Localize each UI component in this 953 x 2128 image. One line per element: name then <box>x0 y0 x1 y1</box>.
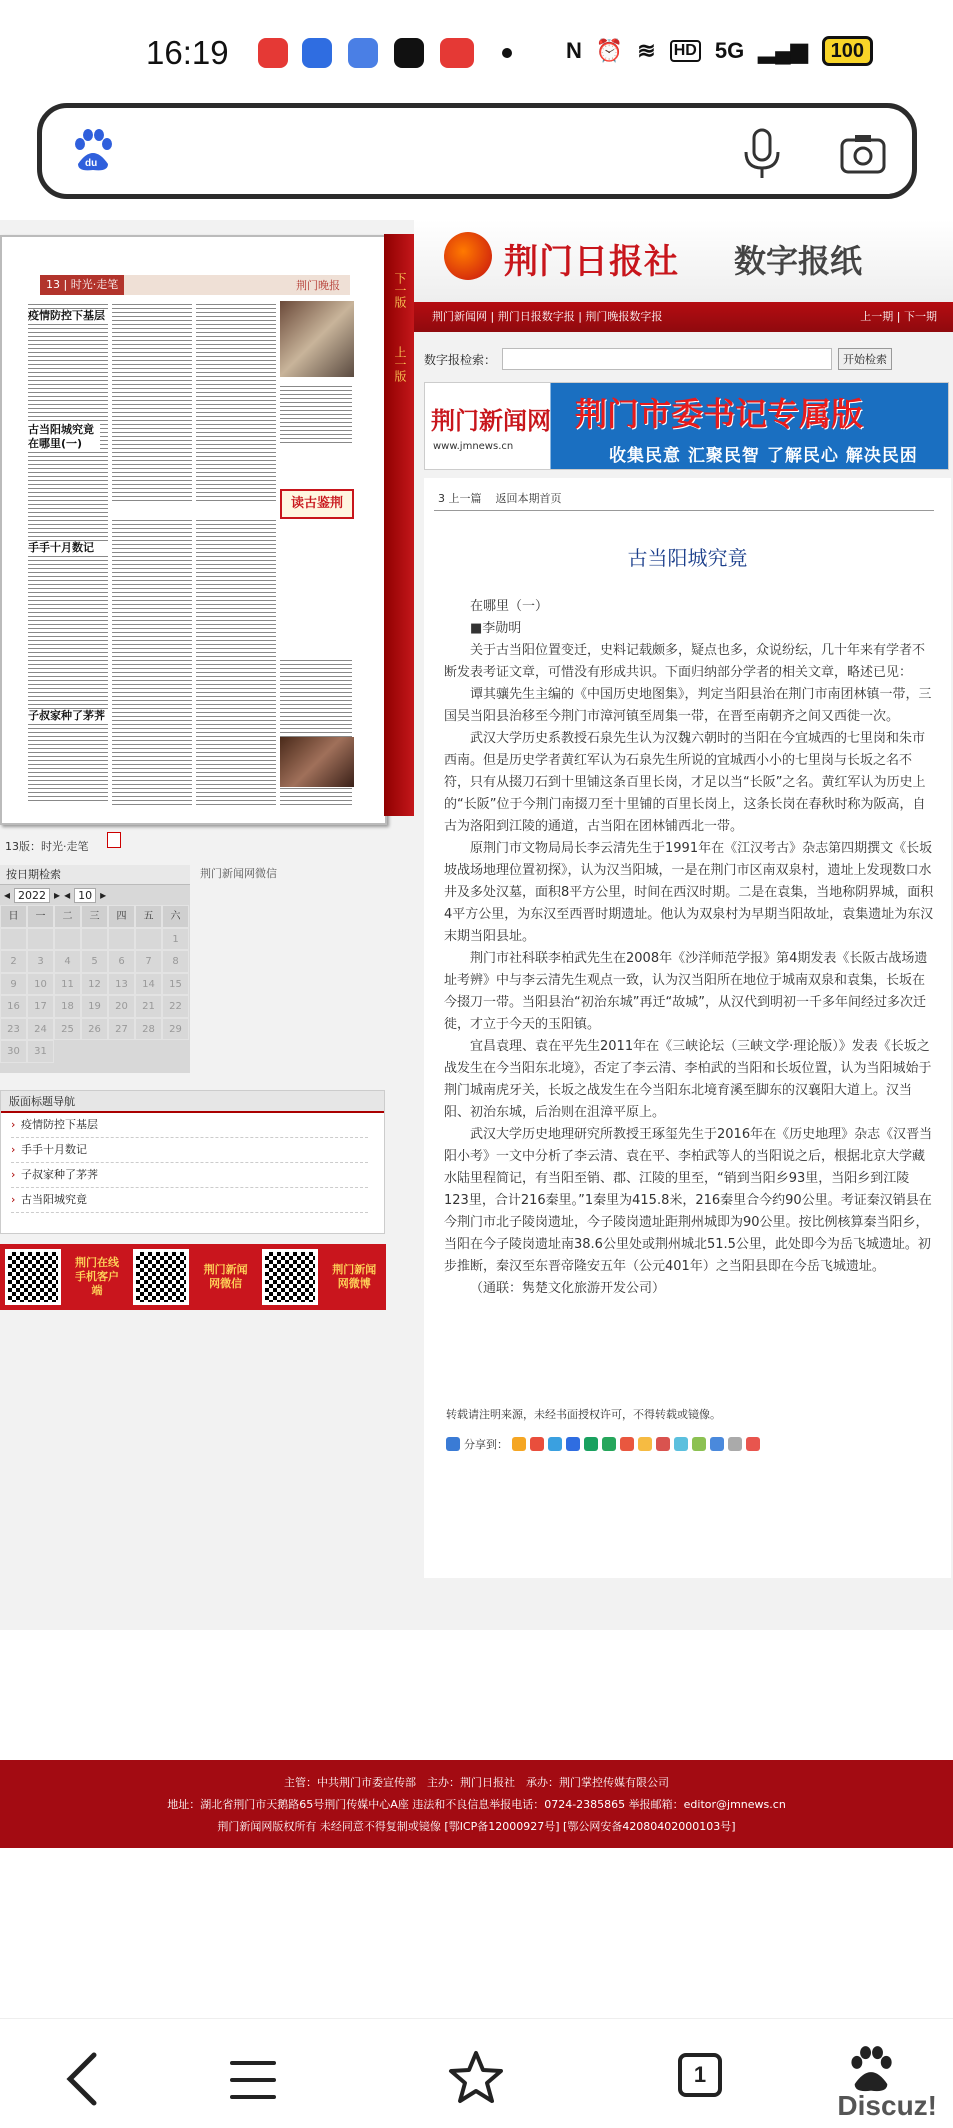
share-icon[interactable] <box>512 1437 526 1451</box>
article-paragraph: 宜昌袁理、袁在平先生2011年在《三峡论坛（三峡文学·理论版）》发表《长坂之战发生在今当阳东北境》，否定了李云清、李柏武的当阳和长坂位置，认为当阳城始于荆门城南虎牙关，长坂之战发生在今当阳东北境育溪至脚东的汉襄阳大道上。汉当阳、初治东城，后治则在沮漳平原上。 <box>444 1039 932 1120</box>
article-nav <box>438 490 562 506</box>
next-month-icon[interactable]: ▸ <box>100 888 107 902</box>
text-column <box>196 517 276 807</box>
article-subtitle: 在哪里（一） <box>470 599 549 614</box>
battery-indicator: 100 <box>822 36 873 66</box>
calendar-day[interactable]: 25 <box>54 1018 81 1041</box>
wechat-image-placeholder[interactable]: 荆门新闻网微信 <box>200 867 277 880</box>
calendar-day[interactable]: 7 <box>135 950 162 973</box>
baidu-home-icon[interactable] <box>846 2045 896 2095</box>
calendar-day[interactable]: 15 <box>162 973 189 996</box>
weekday-label: 三 <box>81 905 108 928</box>
calendar-day <box>0 928 27 951</box>
calendar-day[interactable]: 18 <box>54 995 81 1018</box>
baidu-logo-icon <box>70 128 116 174</box>
share-icon[interactable] <box>620 1437 634 1451</box>
weekday-label: 日 <box>0 905 27 928</box>
issue-nav: 上一期 | 下一期 <box>860 310 937 323</box>
next-page-tab[interactable]: 下一版 <box>393 272 407 308</box>
browser-bottom-nav <box>0 2018 953 2128</box>
calendar-day[interactable]: 14 <box>135 973 162 996</box>
date-search-title: 按日期检索 <box>0 865 190 885</box>
menu-icon[interactable] <box>228 2055 278 2105</box>
calendar-day[interactable]: 12 <box>81 973 108 996</box>
newspaper-page-thumbnail[interactable] <box>0 235 387 825</box>
calendar-day[interactable]: 22 <box>162 995 189 1018</box>
banner-slogan: 收集民意 汇聚民智 了解民心 解决民困 <box>609 446 918 466</box>
calendar-day[interactable]: 11 <box>54 973 81 996</box>
bookmark-star-icon[interactable] <box>448 2049 504 2105</box>
app-notification-icon <box>258 38 288 68</box>
tab-count: 1 <box>693 2062 707 2087</box>
text-column <box>112 301 192 501</box>
next-issue-link[interactable]: 下一期 <box>904 310 937 323</box>
calendar-day[interactable]: 13 <box>108 973 135 996</box>
status-bar <box>0 0 953 90</box>
pdf-icon[interactable] <box>107 832 121 848</box>
thumbnail-section: 13 | 时光·走笔 <box>40 275 124 295</box>
thumbnail-headline: 古当阳城究竟在哪里(一) <box>28 423 100 451</box>
weekday-label: 五 <box>135 905 162 928</box>
watermark: Discuz! <box>837 2090 937 2121</box>
share-icon[interactable] <box>692 1437 706 1451</box>
calendar-day[interactable]: 2 <box>0 950 27 973</box>
qr-code[interactable] <box>262 1249 318 1305</box>
calendar-day[interactable]: 17 <box>27 995 54 1018</box>
thumbnail-logo: 荆门晚报 <box>296 279 340 292</box>
qr-code[interactable] <box>5 1249 61 1305</box>
calendar-day[interactable]: 3 <box>27 950 54 973</box>
text-column <box>280 383 352 443</box>
thumbnail-headline: 手手十月数记 <box>28 541 108 555</box>
tab-count-button[interactable] <box>678 2053 722 2097</box>
camera-icon[interactable] <box>839 132 887 176</box>
qr-label: 荆门在线手机客户端 <box>74 1256 119 1297</box>
masthead <box>414 220 953 302</box>
article <box>424 478 951 1578</box>
reprint-notice: 转载请注明来源，未经书面授权许可，不得转载或镜像。 <box>446 1408 721 1421</box>
prev-issue-link[interactable]: 上一期 <box>860 310 894 323</box>
banner-title: 荆门市委书记专属版 <box>575 395 864 433</box>
microphone-icon[interactable] <box>742 128 782 180</box>
share-icon[interactable] <box>746 1437 760 1451</box>
calendar-day <box>27 928 54 951</box>
share-icon[interactable] <box>710 1437 724 1451</box>
calendar-day[interactable]: 9 <box>0 973 27 996</box>
newspaper-logo-icon <box>444 232 492 280</box>
weekday-label: 二 <box>54 905 81 928</box>
article-title: 古当阳城究竟 <box>627 546 748 570</box>
calendar-day[interactable]: 26 <box>81 1018 108 1041</box>
share-icon[interactable] <box>728 1437 742 1451</box>
top-links[interactable]: 荆门新闻网 | 荆门日报数字报 | 荆门晚报数字报 <box>432 310 663 323</box>
share-icon[interactable] <box>674 1437 688 1451</box>
calendar-day <box>108 928 135 951</box>
date-search-box <box>0 865 190 1073</box>
calendar-day[interactable]: 28 <box>135 1018 162 1041</box>
search-button[interactable]: 开始检索 <box>838 348 892 370</box>
masthead-sub: 数字报纸 <box>734 242 863 280</box>
share-icon[interactable] <box>566 1437 580 1451</box>
article-paragraph: 荆门市社科联李柏武先生在2008年《沙洋师范学报》第4期发表《长阪古战场遗址考辨》中与李云清先生观点一致，认为汉当阳所在地位于城南双泉和袁集，长坂在今掇刀一带。当阳县治“初治东城”再迁“故城”，从汉代到明初一千多年间经过多次迁徙，才立于今天的玉阳镇。 <box>444 951 928 1032</box>
calendar-day[interactable]: 1 <box>162 928 189 951</box>
hd-icon: HD <box>670 40 701 62</box>
banner-url: www.jmnews.cn <box>433 441 514 452</box>
footer-line: 主管：中共荆门市委宣传部 主办：荆门日报社 承办：荆门掌控传媒有限公司 <box>284 1776 669 1789</box>
dot-icon <box>502 48 512 58</box>
signal-label: 5G <box>714 38 745 63</box>
weekday-label: 一 <box>27 905 54 928</box>
qr-label: 荆门新闻网微信 <box>203 1263 248 1290</box>
prev-article-link[interactable]: 3 上一篇 <box>438 492 482 505</box>
month-select[interactable]: 10 <box>74 888 96 903</box>
footer-line: 荆门新闻网版权所有 未经同意不得复制或镜像 [鄂ICP备12000927号] [鄂公网安备42080402000103号] <box>217 1820 736 1833</box>
share-icon[interactable] <box>548 1437 562 1451</box>
calendar-day[interactable]: 24 <box>27 1018 54 1041</box>
status-indicators <box>566 36 873 66</box>
calendar-day <box>81 928 108 951</box>
calendar-day <box>135 928 162 951</box>
nfc-icon: N <box>565 38 582 63</box>
side-box: 读古鉴荆 <box>280 489 354 519</box>
calendar-day[interactable]: 23 <box>0 1018 27 1041</box>
thumbnail-headline: 疫情防控下基层 <box>28 309 108 323</box>
calendar-day[interactable]: 8 <box>162 950 189 973</box>
alarm-icon: ⏰ <box>595 38 624 63</box>
weekday-label: 四 <box>108 905 135 928</box>
year-select[interactable]: 2022 <box>14 888 50 903</box>
calendar-grid <box>0 905 190 1063</box>
share-icon[interactable] <box>530 1437 544 1451</box>
browser-search-bar[interactable] <box>37 103 917 199</box>
calendar-day[interactable]: 21 <box>135 995 162 1018</box>
calendar-day[interactable]: 5 <box>81 950 108 973</box>
web-page <box>0 220 953 1833</box>
article-paragraph: 武汉大学历史系教授石泉先生认为汉魏六朝时的当阳在今宜城西的七里岗和朱市西南。但是历史学者黄红军认为石泉先生所说的宜城西小小的七里岗与长坂之名不符，只有从掇刀石到十里铺这条百里长岗，才足以当“长阪”之名。黄红军认为历史上的“长阪”位于今荆门南掇刀至十里铺的百里长岗上，这条长岗在春秋时称为阪高，自古为洛阳到江陵的通道，古当阳在团林铺西北一带。 <box>444 731 926 834</box>
share-icon[interactable] <box>656 1437 670 1451</box>
back-icon[interactable] <box>62 2049 102 2109</box>
share-plus-icon[interactable] <box>446 1437 460 1451</box>
article-paragraph: 武汉大学历史地理研究所教授王琢玺先生于2016年在《历史地理》杂志《汉晋当阳小考》一文中分析了李云清、袁在平、李柏武等人的当阳说之后，根据北京大学藏水陆里程简记，有当阳至销、郡、江陵的里至，“销到当阳乡93里，当阳乡到江陵123里，合计216秦里。”1秦里为415.8米，216秦里合今约90公里。考证秦汉销县在今荆门市北子陵岗遗址，今子陵岗遗址距荆州城即为90公里。按比例核算秦当阳乡，当阳在今子陵岗遗址南38.6公里处或荆州城北51.5公里，此处即今为岳飞城遗址。初步推断，秦汉至东晋帝隆安五年（公元401年）之当阳县即在今岳飞城遗址。 <box>444 1127 933 1274</box>
nav-title: 版面标题导航 <box>1 1091 384 1113</box>
toutiao-notification-icon <box>440 38 474 68</box>
search-input[interactable] <box>502 348 832 370</box>
thumbnail-header <box>40 275 350 295</box>
app-notification-icon <box>348 38 378 68</box>
signal-icon: ▂▄▆ <box>758 38 808 63</box>
calendar-day[interactable]: 6 <box>108 950 135 973</box>
article-author: ■李勋明 <box>470 621 522 636</box>
weekday-label: 六 <box>162 905 189 928</box>
calendar-day[interactable]: 29 <box>162 1018 189 1041</box>
text-column <box>196 301 276 501</box>
nav-item[interactable]: › 疫情防控下基层 <box>11 1113 368 1138</box>
calendar-day <box>54 928 81 951</box>
share-label: 分享到： <box>464 1438 508 1451</box>
thumbnail-caption[interactable]: 13版：时光·走笔 <box>5 840 89 853</box>
banner-site-name: 荆门新闻网 <box>431 406 551 435</box>
digital-search <box>424 348 892 370</box>
nav-item[interactable]: › 子叔家种了茅荠 <box>11 1163 368 1188</box>
calendar-day[interactable]: 30 <box>0 1040 27 1063</box>
svg-text:du: du <box>85 158 98 169</box>
share-icon[interactable] <box>602 1437 616 1451</box>
news-photo <box>280 737 354 787</box>
calendar-day[interactable]: 4 <box>54 950 81 973</box>
calendar-day[interactable]: 20 <box>108 995 135 1018</box>
calendar-day[interactable]: 31 <box>27 1040 54 1063</box>
status-time: 16:19 <box>146 34 229 71</box>
prev-year-icon[interactable]: ◂ <box>4 888 11 902</box>
calendar-day[interactable]: 10 <box>27 973 54 996</box>
text-column <box>112 517 192 807</box>
qr-code-banner <box>0 1244 386 1310</box>
divider <box>434 510 934 511</box>
news-photo <box>280 301 354 377</box>
next-year-icon[interactable]: ▸ <box>54 888 61 902</box>
prev-month-icon[interactable]: ◂ <box>64 888 71 902</box>
article-contact: （通联：隽楚文化旅游开发公司） <box>470 1281 666 1296</box>
calendar-day[interactable]: 19 <box>81 995 108 1018</box>
masthead-name: 荆门日报社 <box>504 242 679 282</box>
footer-line: 地址：湖北省荆门市天鹅路65号荆门传媒中心A座 违法和不良信息举报电话：0724-2385865 举报邮箱：editor@jmnews.cn <box>167 1798 786 1811</box>
issue-home-link[interactable]: 返回本期首页 <box>495 492 562 505</box>
top-link-bar <box>414 302 953 332</box>
article-paragraph: 原荆门市文物局局长李云清先生于1991年在《江汉考古》杂志第四期撰文《长坂坡战场地理位置初探》，认为汉当阳城，一是在荆门市区南双泉村，遗址上发现数口水井及多处汉墓，面积8平方公里，时间在西汉时期。二是在袁集，当地称阴界城，面积4平方公里，为东汉至西晋时期遗址。他认为双泉村为早期当阳故址，袁集遗址为东汉末期当阳县址。 <box>444 841 934 944</box>
page-flip-tabs <box>384 234 414 816</box>
share-bar <box>446 1436 760 1452</box>
share-icon[interactable] <box>584 1437 598 1451</box>
wifi-icon: ≋ <box>637 38 656 63</box>
article-paragraph: 关于古当阳位置变迁，史料记载颇多，疑点也多，众说纷纭，几十年来有学者不断发表考证文章，可惜没有形成共识。下面归纳部分学者的相关文章，略述已见： <box>444 643 926 680</box>
qr-code[interactable] <box>133 1249 189 1305</box>
share-icon[interactable] <box>638 1437 652 1451</box>
secretary-banner[interactable] <box>424 382 949 470</box>
article-body <box>444 596 934 1300</box>
calendar-day[interactable]: 16 <box>0 995 27 1018</box>
date-controls <box>0 885 190 905</box>
qr-label: 荆门新闻网微博 <box>332 1263 377 1290</box>
search-label: 数字报检索： <box>424 352 497 367</box>
baidu-notification-icon <box>302 38 332 68</box>
calendar-day[interactable]: 27 <box>108 1018 135 1041</box>
article-paragraph: 谭其骧先生主编的《中国历史地图集》，判定当阳县治在荆门市南团林镇一带，三国吴当阳县治移至今荆门市漳河镇至周集一带，在晋至南朝齐之间又西徙一次。 <box>444 687 932 724</box>
headline-navigation <box>0 1090 385 1234</box>
nav-item[interactable]: › 古当阳城究竟 <box>11 1188 368 1213</box>
tiktok-notification-icon <box>394 38 424 68</box>
nav-item[interactable]: › 手手十月数记 <box>11 1138 368 1163</box>
thumbnail-headline: 子叔家种了茅荠 <box>28 709 108 723</box>
prev-page-tab[interactable]: 上一版 <box>393 346 407 382</box>
site-footer <box>0 1760 953 1848</box>
